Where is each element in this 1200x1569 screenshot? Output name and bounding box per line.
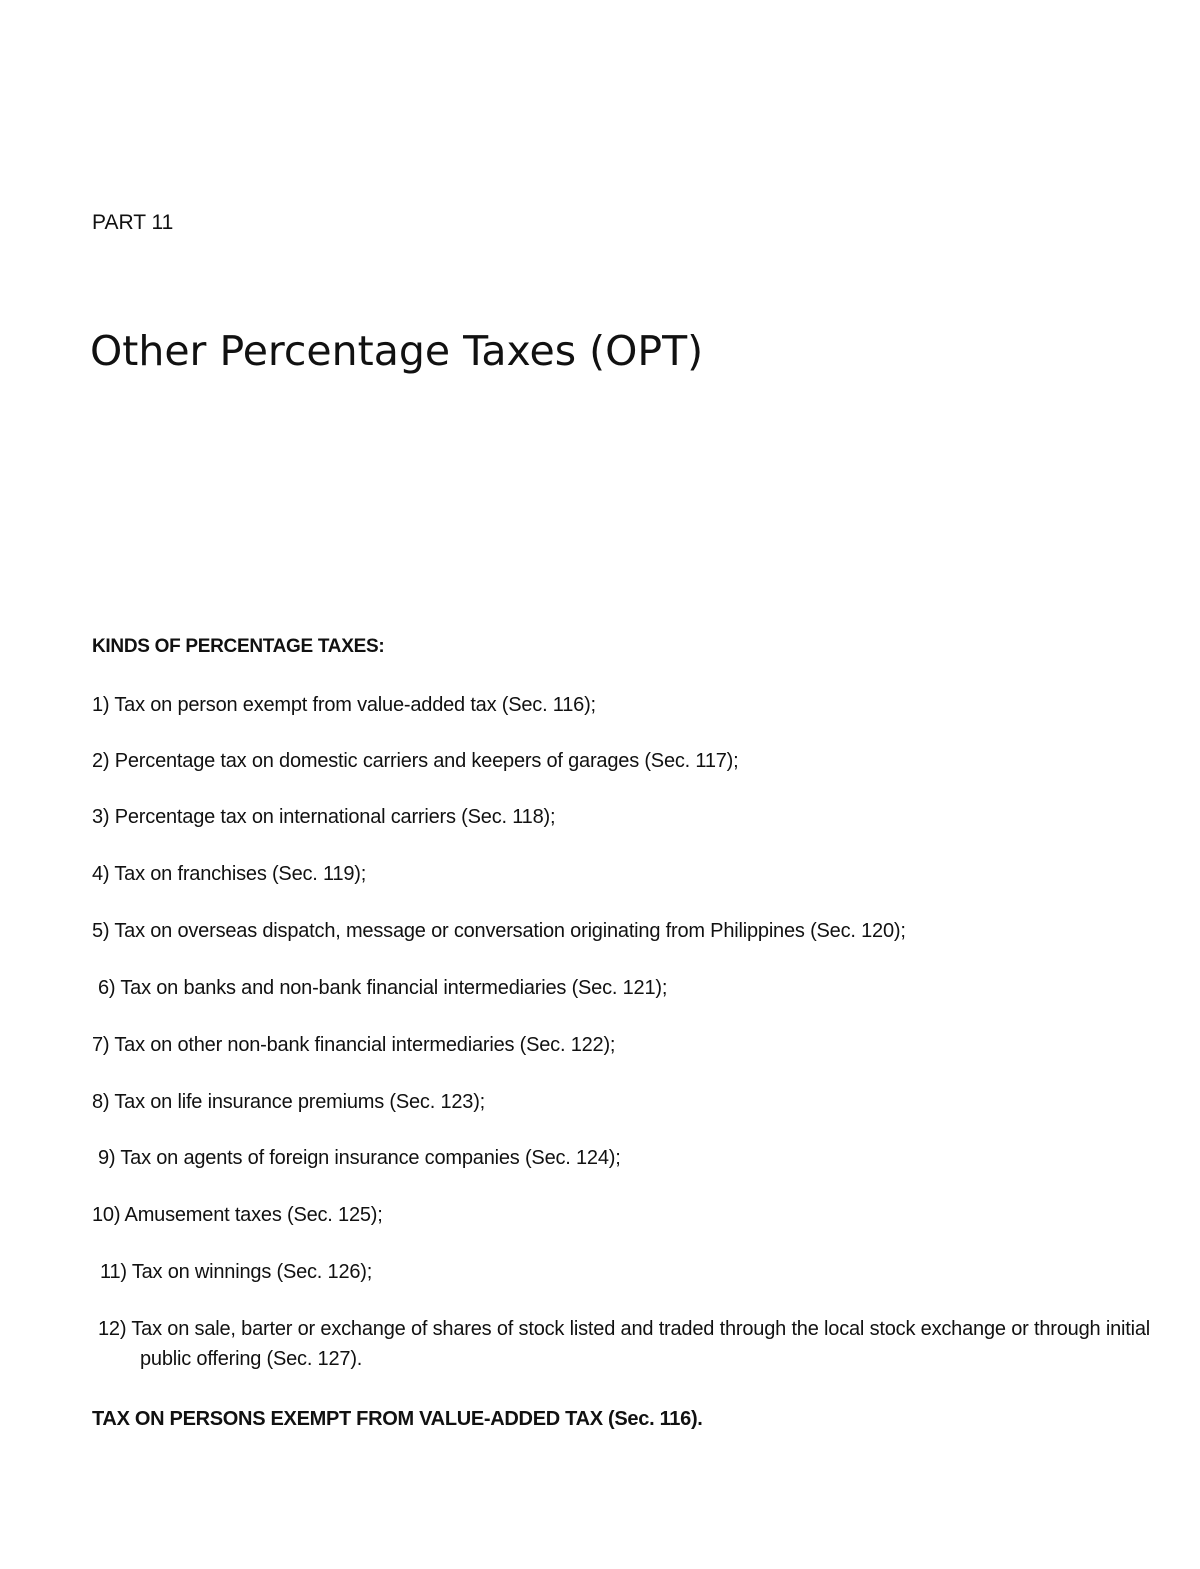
part-label: PART 11 [92, 211, 174, 234]
list-item: 7) Tax on other non-bank financial intermediaries (Sec. 122); [92, 1034, 616, 1056]
list-item: 11) Tax on winnings (Sec. 126); [100, 1261, 373, 1283]
list-item: 12) Tax on sale, barter or exchange of shares of stock listed and traded through the local stock exchange or through initial public offering (Sec. 127). [98, 1318, 1150, 1370]
kinds-heading: KINDS OF PERCENTAGE TAXES: [92, 636, 385, 657]
list-item: 2) Percentage tax on domestic carriers and keepers of garages (Sec. 117); [92, 750, 739, 772]
list-item: 10) Amusement taxes (Sec. 125); [92, 1204, 383, 1226]
list-item: 8) Tax on life insurance premiums (Sec. 123); [92, 1091, 486, 1113]
list-item: 6) Tax on banks and non-bank financial intermediaries (Sec. 121); [98, 977, 668, 999]
list-item: 1) Tax on person exempt from value-added tax (Sec. 116); [92, 694, 596, 716]
list-item: 3) Percentage tax on international carriers (Sec. 118); [92, 806, 556, 828]
sec116-heading: TAX ON PERSONS EXEMPT FROM VALUE-ADDED TAX (Sec. 116). [92, 1408, 703, 1430]
document-title: Other Percentage Taxes (OPT) [90, 327, 704, 375]
list-item: 4) Tax on franchises (Sec. 119); [92, 863, 367, 885]
list-item: 9) Tax on agents of foreign insurance companies (Sec. 124); [98, 1147, 621, 1169]
list-item: 5) Tax on overseas dispatch, message or conversation originating from Philippines (Sec. 120); [92, 920, 906, 942]
